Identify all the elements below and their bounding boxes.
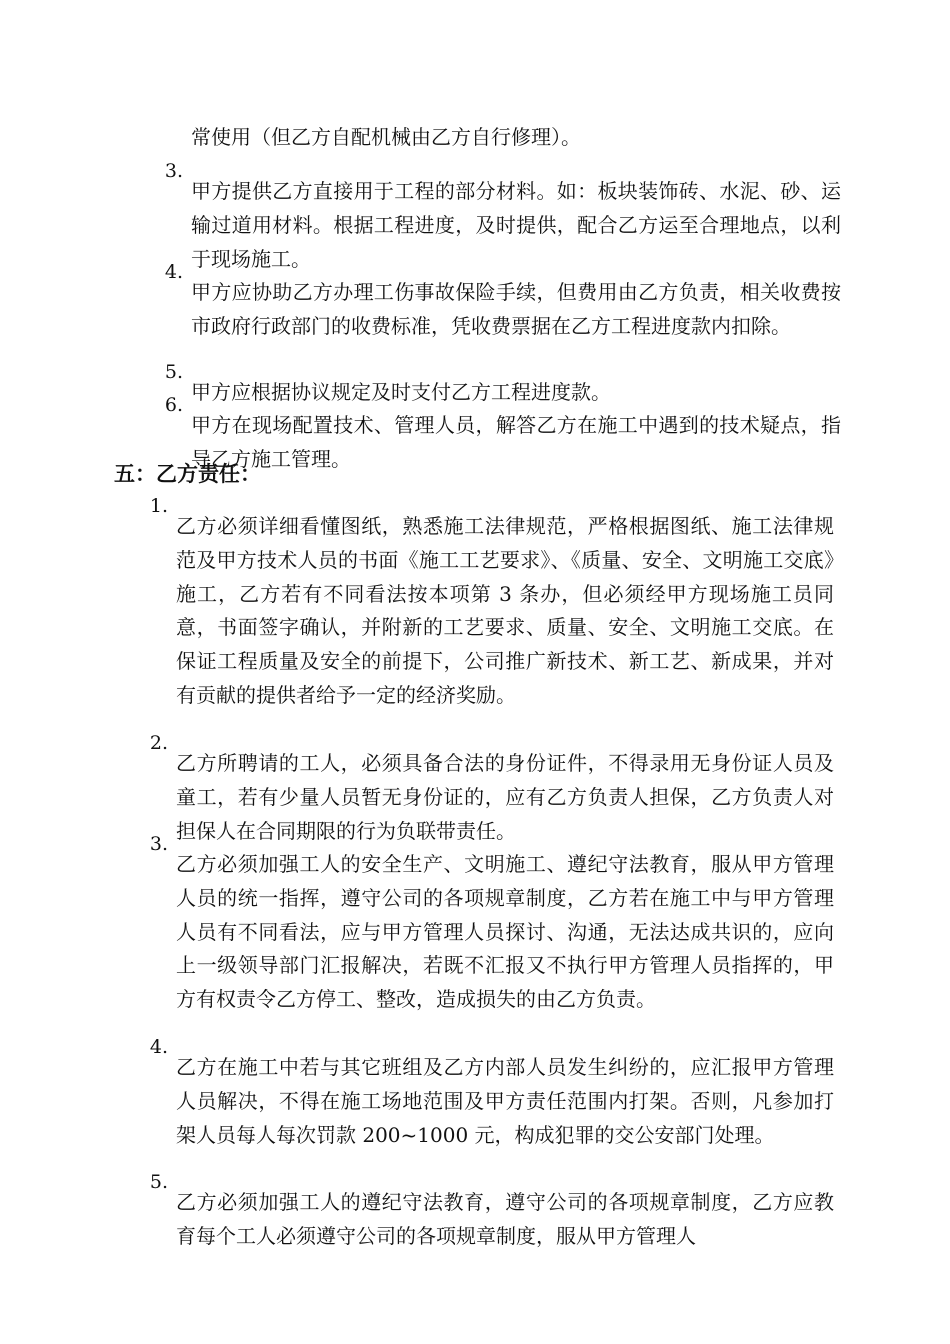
list-item-number: 6. (164, 394, 183, 416)
list-item (143, 1031, 853, 1167)
list-item (143, 256, 853, 358)
list-item-text: 乙方在施工中若与其它班组及乙方内部人员发生纠纷的，应汇报甲方管理人员解决，不得在施工场地范围及甲方责任范围内打架。否则，凡参加打架人员每人每次罚款 200~1000 元，构成犯罪的交公安部门处理。 (176, 1055, 834, 1147)
list-item-text: 乙方必须加强工人的遵纪守法教育，遵守公司的各项规章制度，乙方应教育每个工人必须遵守公司的各项规章制度，服从甲方管理人 (176, 1190, 834, 1248)
list-item-number: 3. (149, 833, 168, 855)
list-item-text: 甲方在现场配置技术、管理人员，解答乙方在施工中遇到的技术疑点，指导乙方施工管理。 (191, 413, 841, 471)
list-item (143, 727, 853, 843)
list-item-number: 3. (164, 160, 183, 182)
list-item (143, 1166, 853, 1248)
list-item-number: 1. (149, 495, 168, 517)
list-item-number: 4. (164, 261, 183, 283)
section-heading: 五：乙方责任： (114, 461, 261, 486)
list-item (143, 389, 853, 471)
list-item (143, 828, 853, 1031)
list-item-text: 乙方所聘请的工人，必须具备合法的身份证件，不得录用无身份证人员及童工，若有少量人员暂无身份证的，应有乙方负责人担保，乙方负责人对担保人在合同期限的行为负联带责任。 (176, 751, 834, 843)
list-item-text: 甲方应根据协议规定及时支付乙方工程进度款。 (191, 380, 611, 404)
list-item-text: 乙方必须加强工人的安全生产、文明施工、遵纪守法教育，服从甲方管理人员的统一指挥，遵守公司的各项规章制度，乙方若在施工中与甲方管理人员有不同看法，应与甲方管理人员探讨、沟通，无法达成共识的，应向上一级领导部门汇报解决，若既不汇报又不执行甲方管理人员指挥的，甲方有权责令乙方停工、整改，造成损失的由乙方负责。 (176, 852, 834, 1012)
list-item-number: 5. (164, 361, 183, 383)
list-item-text: 甲方应协助乙方办理工伤事故保险手续，但费用由乙方负责，相关收费按市政府行政部门的收费标准，凭收费票据在乙方工程进度款内扣除。 (191, 280, 841, 338)
list-item (143, 356, 853, 404)
list-item-number: 4. (149, 1036, 168, 1058)
list-item-number: 5. (149, 1171, 168, 1193)
list-item-text: 乙方必须详细看懂图纸，熟悉施工法律规范，严格根据图纸、施工法律规范及甲方技术人员的书面《施工工艺要求》、《质量、安全、文明施工交底》施工，乙方若有不同看法按本项第 3 条办，但必须经甲方现场施工员同意，书面签字确认，并附新的工艺要求、质量、安全、文明施工交底。在保证工程质量及安全的前提下，公司推广新技术、新工艺、新成果，并对有贡献的提供者给予一定的经济奖励。 (176, 514, 834, 707)
list-item (143, 155, 853, 271)
continuation-paragraph: 常使用（但乙方自配机械由乙方自行修理）。 (191, 125, 581, 149)
list-item-number: 2. (149, 732, 168, 754)
list-item-text: 甲方提供乙方直接用于工程的部分材料。如：板块装饰砖、水泥、砂、运输过道用材料。根据工程进度，及时提供，配合乙方运至合理地点，以利于现场施工。 (191, 179, 841, 271)
list-item (143, 490, 853, 727)
